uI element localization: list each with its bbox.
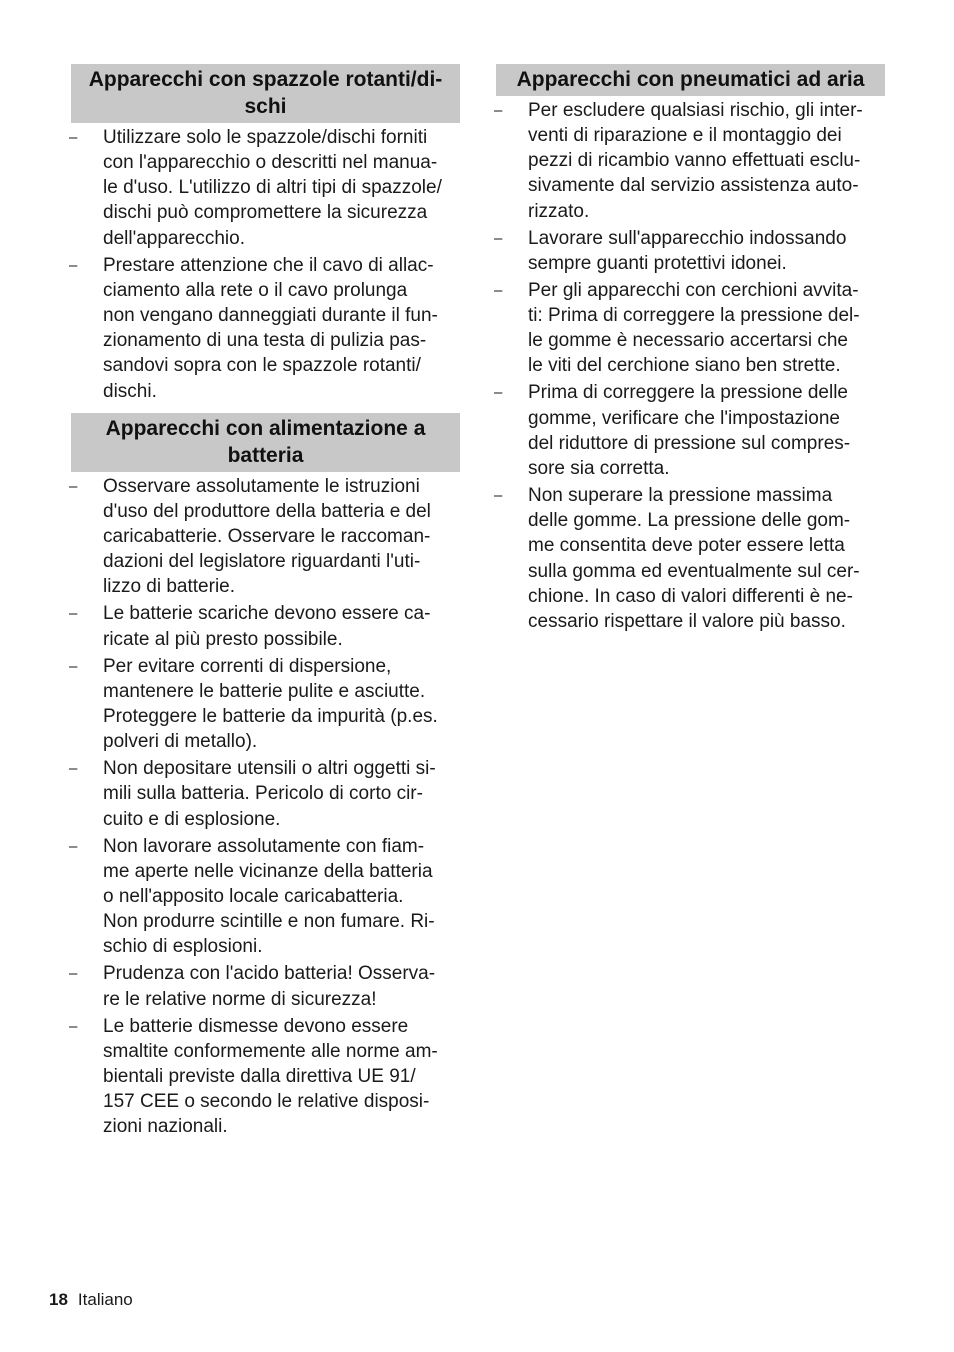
bullet-dash: – [69, 256, 78, 274]
list-item: – Per gli apparecchi con cerchioni avvita- ti: Prima di correggere la pressione del- le gomme è necessario accertarsi che le viti del cerchione siano ben strette. [494, 279, 860, 377]
bullet-dash: – [69, 760, 78, 778]
bullet-dash: – [69, 605, 78, 623]
bullet-dash: – [69, 965, 78, 983]
left-column [71, 64, 460, 1140]
list-item: – Prima di correggere la pressione delle gomme, verificare che l'impostazione del riduttore di pressione sul compres- sore sia corretta. [494, 382, 851, 480]
bullet-dash: – [69, 128, 78, 146]
list-item: – Le batterie scariche devono essere ca- ricate al più presto possibile. [69, 603, 431, 650]
list-item: – Non lavorare assolutamente con fiam- me aperte nelle vicinanze della batteria o nell'apposito locale caricabatteria. Non produrre scintille e non fumare. Ri- schio di esplosioni. [69, 835, 435, 958]
list-item: – Prestare attenzione che il cavo di allac- ciamento alla rete o il cavo prolunga non vengano danneggiati durante il fun- zionamento di una testa di pulizia pas- sandovi sopra con le spazzole rotanti/ dischi. [69, 254, 438, 402]
section-heading-battery: Apparecchi con alimentazione a batteria [71, 413, 460, 472]
list-item: – Osservare assolutamente le istruzioni d'uso del produttore della batteria e del caricabatterie. Osservare le raccoman- dazioni del legislatore riguardanti l'uti- lizzo di batterie. [69, 475, 431, 598]
bullet-dash: – [69, 837, 78, 855]
list-item: – Utilizzare solo le spazzole/dischi forniti con l'apparecchio o descritti nel manua- le d'uso. L'utilizzo di altri tipi di spazzole/ dischi può compromettere la sicurezza dell'apparecchio. [69, 126, 442, 249]
bullet-dash: – [69, 657, 78, 675]
bullet-dash: – [494, 281, 503, 299]
list-item: – Non superare la pressione massima delle gomme. La pressione delle gom- me consentita deve poter essere letta sulla gomma ed eventualmente sul cer- chione. In caso di valori differenti è ne- cessario rispettare il valore più basso. [494, 485, 860, 633]
bullet-dash: – [69, 1017, 78, 1035]
section-heading-pneumatic-tires: Apparecchi con pneumatici ad aria [496, 64, 885, 96]
footer-language: Italiano [77, 1290, 133, 1309]
page-footer [49, 1289, 133, 1311]
bullet-dash: – [69, 477, 78, 495]
list-item: – Le batterie dismesse devono essere smaltite conformemente alle norme am- bientali previste dalla direttiva UE 91/ 157 CEE o secondo le relative disposi- zioni nazionali. [69, 1015, 438, 1138]
list-item: – Non depositare utensili o altri oggetti si- mili sulla batteria. Pericolo di corto cir- cuito e di esplosione. [69, 758, 436, 830]
list-rotating-brushes [71, 125, 460, 404]
list-item: – Per escludere qualsiasi rischio, gli inter- venti di riparazione e il montaggio dei pezzi di ricambio vanno effettuati esclu- sivamente dal servizio assistenza auto- rizzato. [494, 99, 863, 222]
bullet-dash: – [494, 101, 503, 119]
bullet-dash: – [494, 487, 503, 505]
list-battery [71, 474, 460, 1140]
list-item: – Per evitare correnti di dispersione, mantenere le batterie pulite e asciutte. Proteggere le batterie da impurità (p.es. polveri di metallo). [69, 655, 438, 753]
section-heading-rotating-brushes: Apparecchi con spazzole rotanti/di- schi [71, 64, 460, 123]
page-number: 18 [49, 1290, 68, 1309]
list-item: – Lavorare sull'apparecchio indossando sempre guanti protettivi idonei. [494, 227, 847, 274]
right-column [496, 64, 885, 634]
bullet-dash: – [494, 229, 503, 247]
list-pneumatic-tires [496, 98, 885, 634]
bullet-dash: – [494, 384, 503, 402]
list-item: – Prudenza con l'acido batteria! Osserva- re le relative norme di sicurezza! [69, 963, 436, 1010]
